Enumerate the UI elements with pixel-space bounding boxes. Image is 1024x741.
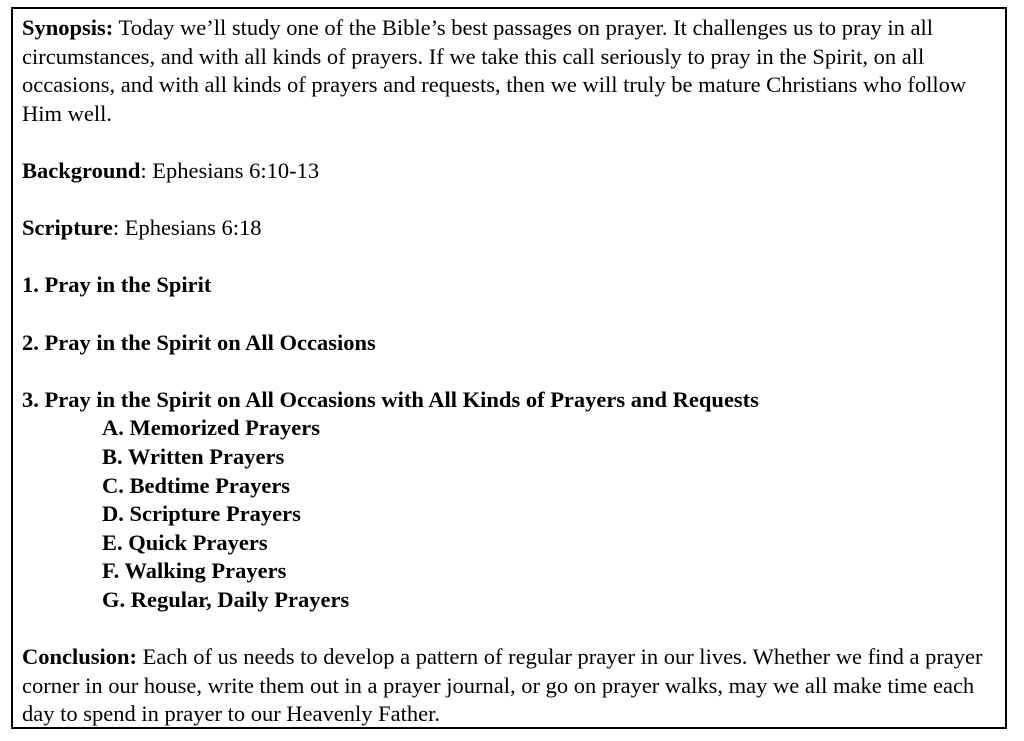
background-text: : Ephesians 6:10-13 <box>140 157 320 183</box>
list-item: D. Scripture Prayers <box>102 501 301 527</box>
list-item: G. Regular, Daily Prayers <box>102 586 350 612</box>
point-heading-3: 3. Pray in the Spirit on All Occasions with All Kinds of Prayers and Requests <box>22 386 759 412</box>
spacer <box>22 243 995 272</box>
scripture-label: Scripture <box>22 215 113 241</box>
spacer <box>22 357 995 386</box>
synopsis-text: Today we’ll study one of the Bible’s best passages on prayer. It challenges us to pray in all circumstances, and with all kinds of prayers. If we take this call seriously to pray in the Spirit, on all occasions, and with all kinds of prayers and requests, then we will truly be mature Christians who follow Him well. <box>22 15 967 126</box>
conclusion-paragraph <box>22 643 995 729</box>
conclusion-text: Each of us needs to develop a pattern of regular prayer in our lives. Whether we find a prayer corner in our house, write them out in a prayer journal, or go on prayer walks, may we all make time each day to spend in prayer to our Heavenly Father. <box>22 644 983 727</box>
background-line <box>22 157 995 186</box>
synopsis-label: Synopsis: <box>22 15 114 40</box>
list-item: E. Quick Prayers <box>102 529 268 555</box>
point-heading-1: 1. Pray in the Spirit <box>22 272 212 298</box>
sermon-outline-box <box>11 7 1007 729</box>
spacer <box>22 186 995 215</box>
spacer <box>22 300 995 329</box>
list-item: B. Written Prayers <box>102 443 285 469</box>
spacer <box>22 614 995 643</box>
scripture-text: : Ephesians 6:18 <box>112 215 262 241</box>
list-item: C. Bedtime Prayers <box>102 472 291 498</box>
prayer-types-list <box>22 414 995 614</box>
background-label: Background <box>22 157 141 183</box>
conclusion-label: Conclusion: <box>22 644 138 670</box>
list-item: F. Walking Prayers <box>102 558 287 584</box>
spacer <box>22 128 995 157</box>
point-heading-2: 2. Pray in the Spirit on All Occasions <box>22 329 376 355</box>
synopsis-paragraph <box>22 14 995 128</box>
list-item: A. Memorized Prayers <box>102 415 321 441</box>
scripture-line <box>22 214 995 243</box>
